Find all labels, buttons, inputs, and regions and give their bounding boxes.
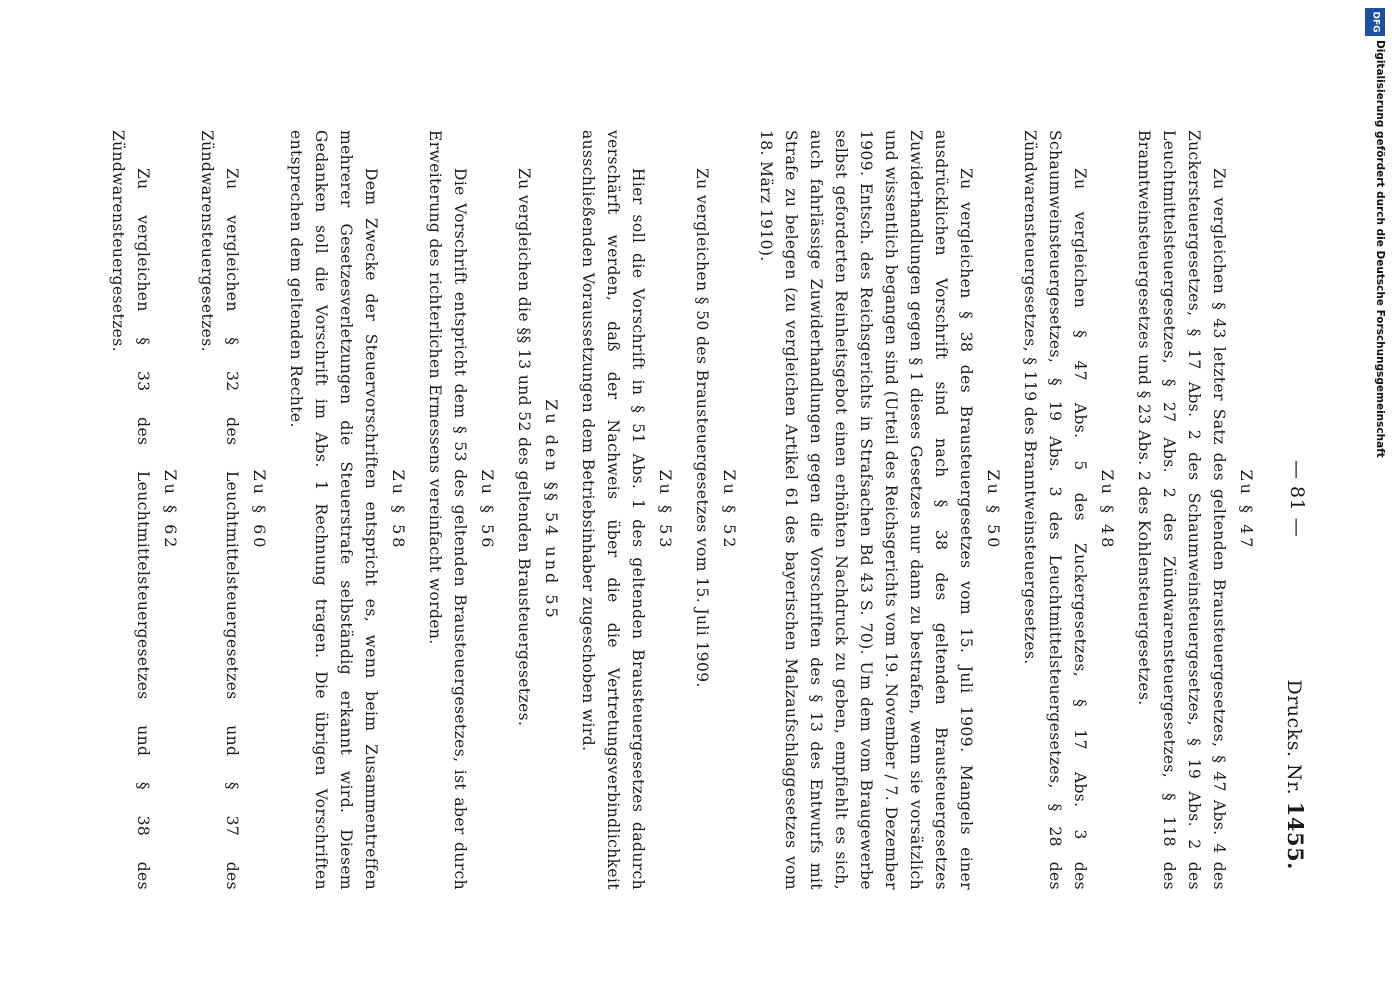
- section-text: Zu vergleichen § 47 Abs. 5 des Zuckergesetzes, § 17 Abs. 3 des Schaumweinsteuergesetzes, § 19 Abs. 3 des Leuchtmittelsteuergesetzes, § 28 des Zündwarensteuergesetzes, § 119 des Branntweinsteuergesetzes.: [1021, 130, 1089, 890]
- section-heading: Zu § 60: [250, 469, 269, 551]
- digitization-credit: [1362, 8, 1392, 458]
- section-text: Zu vergleichen § 33 des Leuchtmittelsteuergesetzes und § 38 des Zündwarensteuergesetzes.: [109, 130, 152, 890]
- section-text: Zu vergleichen § 50 des Brausteuergesetzes vom 15. Juli 1909.: [693, 168, 711, 688]
- section-52: [689, 130, 739, 890]
- section-54-55: [511, 130, 561, 890]
- section-heading: Zu § 56: [478, 469, 497, 551]
- section-50: [753, 130, 1003, 890]
- section-53: [575, 130, 675, 890]
- section-text: Zu vergleichen § 43 letzter Satz des geltenden Brausteuergesetzes, § 47 Abs. 4 des Zuckersteuergesetzes, § 17 Abs. 2 des Schaumweinsteuergesetzes, § 19 Abs. 2 des Leuchtmittelsteuergesetzes, § 27 Abs. 2 des Zündwarensteuergesetzes, § 118 des Branntweinsteuergesetzes und § 23 Abs. 2 des Kohlensteuergesetzes.: [1135, 130, 1228, 890]
- page-header: [1270, 130, 1310, 890]
- section-text: Dem Zwecke der Steuervorschriften entspricht es, wenn beim Zusammentreffen mehrerer Gesetzesverletzungen die Steuerstrafe selbständig erkannt wird. Diesem Gedanken soll die Vorschrift im Abs. 1 Rechnung tragen. Die übrigen Vorschriften entsprechen dem geltenden Rechte.: [287, 130, 380, 890]
- druck-label: Drucks. Nr.: [1283, 679, 1305, 796]
- section-58: [283, 130, 408, 890]
- dfg-logo: [1365, 8, 1385, 36]
- druck-number: 1455.: [1283, 801, 1308, 870]
- credit-text: Digitalisierung gefördert durch die Deutsche Forschungsgemeinschaft: [1374, 40, 1386, 458]
- section-60: [194, 130, 269, 890]
- section-48: [1017, 130, 1117, 890]
- section-heading: Zu § 48: [1098, 469, 1117, 551]
- section-text: Zu vergleichen die §§ 13 und 52 des geltenden Brausteuergesetzes.: [515, 168, 533, 727]
- section-text: Die Vorschrift entspricht dem § 53 des geltenden Brausteuergesetzes, ist aber durch Erweiterung des richterlichen Ermessens vereinfacht worden.: [426, 130, 469, 890]
- section-62: [105, 130, 180, 890]
- section-heading: Zu den §§ 54 und 55: [542, 399, 561, 621]
- section-heading: Zu § 47: [1237, 469, 1256, 551]
- section-heading: Zu § 52: [720, 469, 739, 551]
- dfg-logo-text: DFG: [1370, 11, 1381, 33]
- section-text: Hier soll die Vorschrift in § 51 Abs. 1 des geltenden Brausteuergesetzes dadurch verschärft werden, daß der Nachweis über die die Vertretungsverbindlichkeit ausschließenden Voraussetzungen dem Betriebsinhaber zugeschoben wird.: [579, 130, 647, 890]
- section-text: Zu vergleichen § 32 des Leuchtmittelsteuergesetzes und § 37 des Zündwarensteuergesetzes.: [198, 130, 241, 890]
- print-reference: [1283, 679, 1308, 870]
- page-number: — 81 —: [1286, 460, 1308, 538]
- section-text: Zu vergleichen § 38 des Brausteuergesetzes vom 15. Juli 1909. Mangels einer ausdrücklichen Vorschrift sind nach § 38 des geltenden Brausteuergesetzes Zuwiderhandlungen gegen § 1 dieses Gesetzes nur dann zu bestrafen, wenn sie vorsätzlich und wissentlich begangen sind (Urteil des Reichsgerichts vom 19. November / 7. Dezember 1909. Entsch. des Reichsgerichts in Strafsachen Bd 43 S. 70). Um dem vom Braugewerbe selbst geforderten Reinheitsgebot einen erhöhten Nachdruck zu geben, empfiehlt es sich, auch fahrlässige Zuwiderhandlungen gegen die Vorschriften des § 13 des Entwurfs mit Strafe zu belegen (zu vergleichen Artikel 61 des bayerischen Malzaufschlaggesetzes vom 18. März 1910).: [757, 130, 975, 890]
- section-47: [1131, 130, 1256, 890]
- section-heading: Zu § 50: [984, 469, 1003, 551]
- section-heading: Zu § 58: [389, 469, 408, 551]
- section-heading: Zu § 53: [656, 469, 675, 551]
- section-56: [422, 130, 497, 890]
- section-heading: Zu § 62: [161, 469, 180, 551]
- document-page: [80, 130, 1310, 890]
